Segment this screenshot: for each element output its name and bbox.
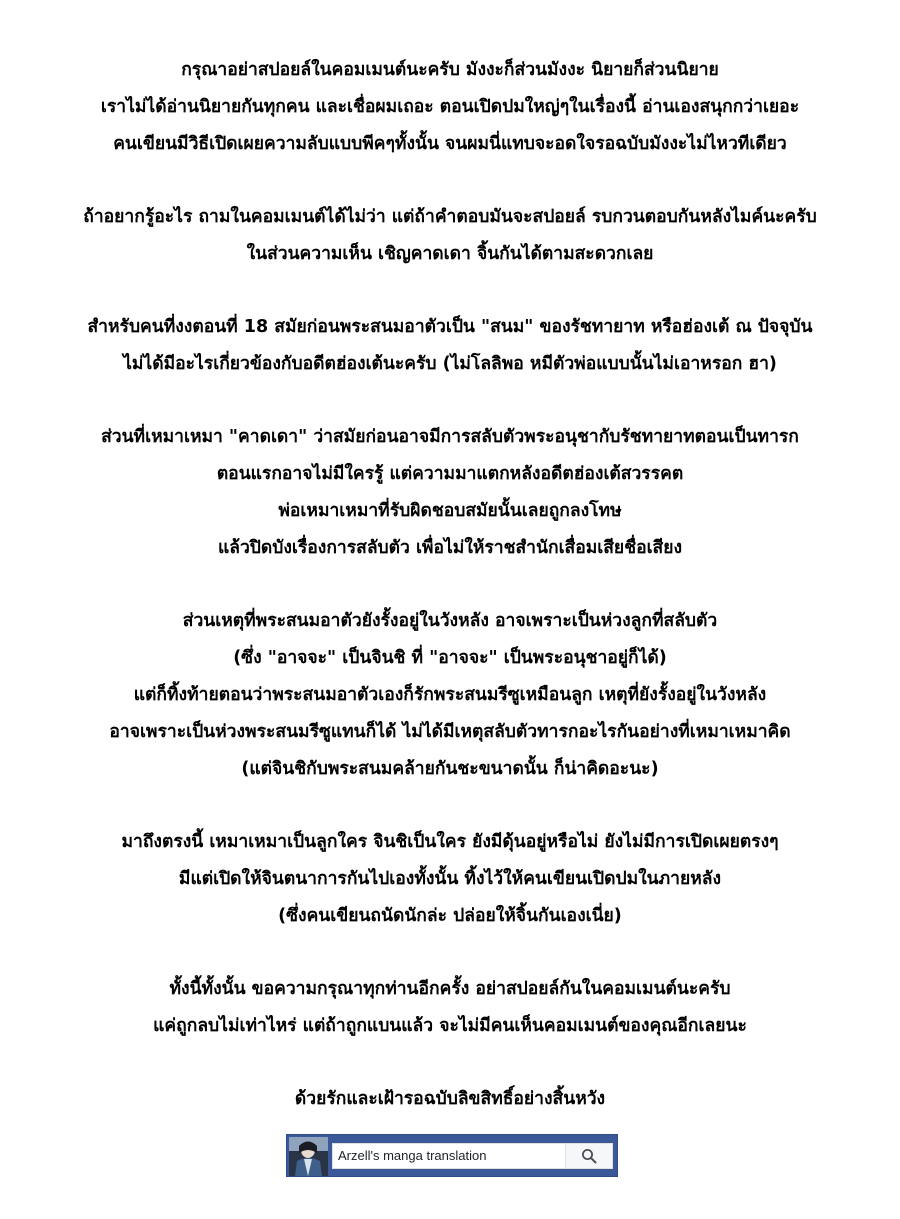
text-line: แล้วปิดบังเรื่องการสลับตัว เพื่อไม่ให้ราชสำนักเสื่อมเสียชื่อเสียง — [217, 538, 683, 558]
paragraph-no-spoilers — [30, 52, 870, 163]
text-line: คนเขียนมีวิธีเปิดเผยความลับแบบพีคๆทั้งนั้น จนผมนี่แทบจะอดใจรอฉบับมังงะไม่ไหวทีเดียว — [113, 134, 787, 154]
text-line: ทั้งนี้ทั้งนั้น ขอความกรุณาทุกท่านอีกครั้ง อย่าสปอยล์กันในคอมเมนต์นะครับ — [169, 979, 731, 999]
text-line: ตอนแรกอาจไม่มีใครรู้ แต่ความมาแตกหลังอดีตฮ่องเต้สวรรคต — [216, 464, 684, 484]
text-line: อาจเพราะเป็นห่วงพระสนมรีซูแทนก็ได้ ไม่ได้มีเหตุสลับตัวทารกอะไรกันอย่างที่เหมาเหมาคิด — [109, 722, 791, 742]
text-line: (ซึ่งคนเขียนถนัดนักล่ะ ปล่อยให้จิ้นกันเองเนี่ย) — [278, 906, 622, 926]
text-line: พ่อเหมาเหมาที่รับผิดชอบสมัยนั้นเลยถูกลงโทษ — [278, 501, 622, 521]
text-line: มาถึงตรงนี้ เหมาเหมาเป็นลูกใคร จินชิเป็นใคร ยังมีดุ้นอยู่หรือไม่ ยังไม่มีการเปิดเผยตรงๆ — [121, 832, 779, 852]
facebook-page-bar[interactable] — [286, 1134, 618, 1177]
text-line: ในส่วนความเห็น เชิญคาดเดา จิ้นกันได้ตามสะดวกเลย — [246, 244, 654, 264]
avatar-figure-icon — [289, 1137, 328, 1176]
paragraph-consort-reason — [30, 603, 870, 788]
search-button[interactable] — [565, 1144, 612, 1168]
text-line: ไม่ได้มีอะไรเกี่ยวข้องกับอดีตฮ่องเต้นะครับ (ไม่โลลิพอ หมีตัวพ่อแบบนั้นไม่เอาหรอก ฮา) — [123, 354, 777, 374]
paragraph-ask-questions — [30, 199, 870, 273]
text-line: สำหรับคนที่งงตอนที่ 18 สมัยก่อนพระสนมอาตัวเป็น "สนม" ของรัชทายาท หรือฮ่องเต้ ณ ปัจจุบัน — [87, 317, 813, 337]
page-name-text: Arzell's manga translation — [338, 1148, 487, 1163]
text-line: (ซึ่ง "อาจจะ" เป็นจินชิ ที่ "อาจจะ" เป็นพระอนุชาอยู่ก็ได้) — [233, 648, 667, 668]
paragraph-maomao-guess — [30, 419, 870, 567]
text-line: แต่ก็ทิ้งท้ายตอนว่าพระสนมอาตัวเองก็รักพระสนมรีซูเหมือนลูก เหตุที่ยังรั้งอยู่ในวังหลัง — [133, 685, 767, 705]
text-line: เราไม่ได้อ่านนิยายกันทุกคน และเชื่อผมเถอะ ตอนเปิดปมใหญ่ๆในเรื่องนี้ อ่านเองสนุกกว่าเยอะ — [100, 97, 800, 117]
signoff — [30, 1081, 870, 1118]
text-line: ถ้าอยากรู้อะไร ถามในคอมเมนต์ได้ไม่ว่า แต่ถ้าคำตอบมันจะสปอยล์ รบกวนตอบกันหลังไมค์นะครับ — [83, 207, 817, 227]
page-avatar[interactable] — [289, 1137, 328, 1176]
text-line: ส่วนเหตุที่พระสนมอาตัวยังรั้งอยู่ในวังหลัง อาจเพราะเป็นห่วงลูกที่สลับตัว — [182, 611, 718, 631]
text-line: แค่ถูกลบไม่เท่าไหร่ แต่ถ้าถูกแบนแล้ว จะไม่มีคนเห็นคอมเมนต์ของคุณอีกเลยนะ — [153, 1016, 747, 1036]
paragraph-final-request — [30, 971, 870, 1045]
text-line: ส่วนที่เหมาเหมา "คาดเดา" ว่าสมัยก่อนอาจมีการสลับตัวพระอนุชากับรัชทายาทตอนเป็นทารก — [101, 427, 799, 447]
paragraph-open-questions — [30, 824, 870, 935]
notice-body — [30, 52, 870, 1154]
text-line: มีแต่เปิดให้จินตนาการกันไปเองทั้งนั้น ทิ้งไว้ให้คนเขียนเปิดปมในภายหลัง — [178, 869, 722, 889]
text-line: (แต่จินชิกับพระสนมคล้ายกันชะขนาดนั้น ก็น่าคิดอะนะ) — [241, 759, 659, 779]
text-line: กรุณาอย่าสปอยล์ในคอมเมนต์นะครับ มังงะก็ส่วนมังงะ นิยายก็ส่วนนิยาย — [181, 60, 719, 80]
signoff-line: ด้วยรักและเฝ้ารอฉบับลิขสิทธิ์อย่างสิ้นหวัง — [294, 1089, 606, 1109]
paragraph-chapter-18 — [30, 309, 870, 383]
page-search-box[interactable] — [332, 1143, 613, 1169]
search-icon — [581, 1148, 597, 1164]
